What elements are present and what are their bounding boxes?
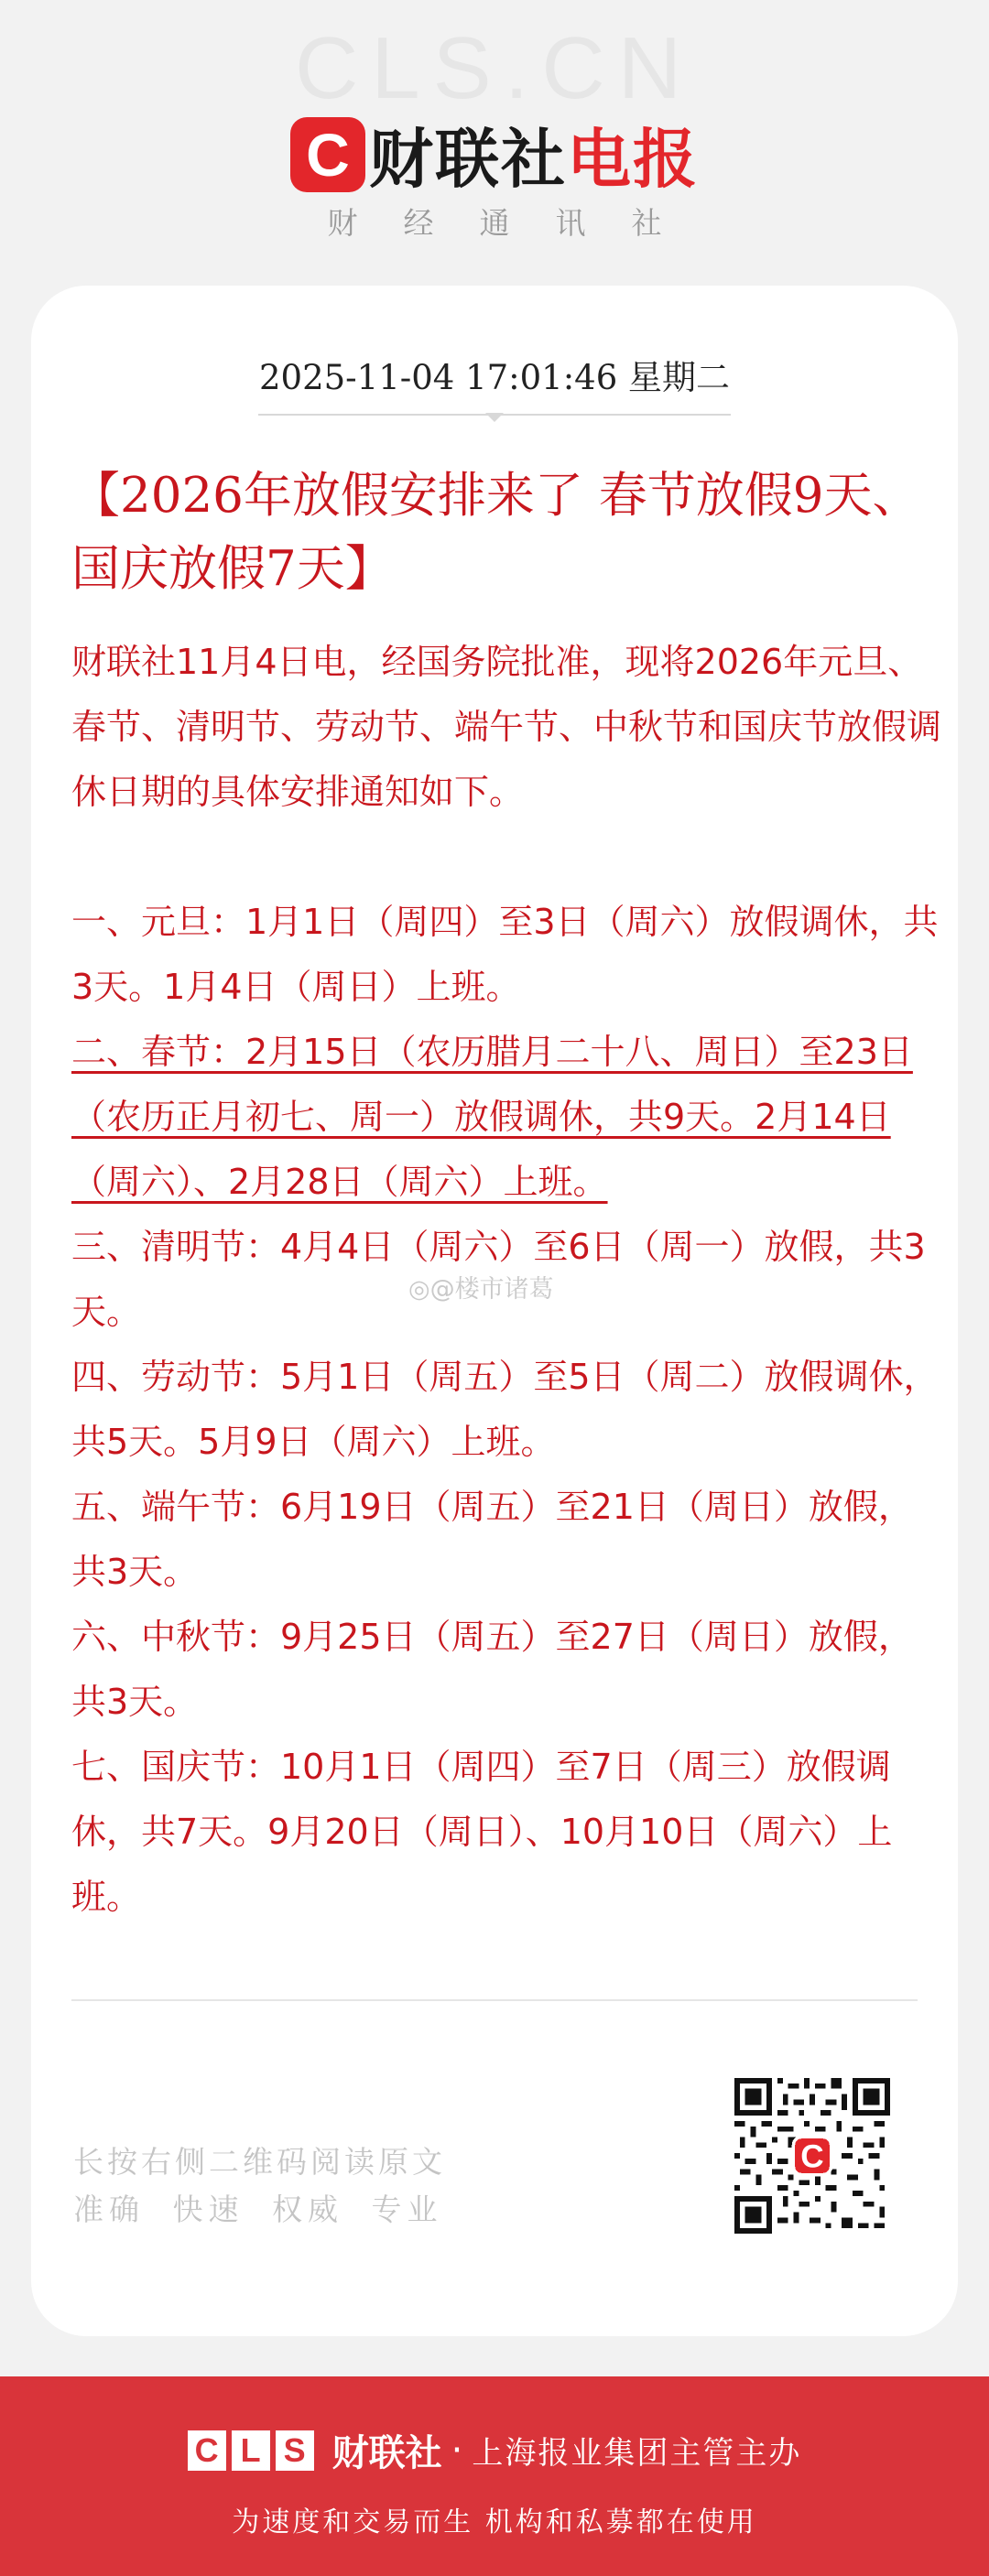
article-intro: 财联社11月4日电，经国务院批准，现将2026年元旦、春节、清明节、劳动节、端午节、中秋节和国庆节放假调休日期的具体安排通知如下。 [71, 642, 942, 812]
brand-logo [0, 108, 989, 200]
footer-brand-name: 财联社 [331, 2432, 442, 2474]
cls-letter: L [232, 2430, 270, 2471]
logo-text-black: 财联社 [369, 122, 567, 197]
datetime-divider [258, 414, 731, 416]
cls-logo [188, 2430, 320, 2471]
holiday-item-mid-autumn: 六、中秋节：9月25日（周五）至27日（周日）放假，共3天。 [71, 1617, 913, 1722]
holiday-item-qingming: 三、清明节：4月4日（周六）至6日（周一）放假，共3天。 [71, 1227, 926, 1332]
footer-organization: 上海报业集团主管主办 [472, 2435, 802, 2472]
logo-text-red: 电报 [567, 122, 699, 197]
footer-brand-row [0, 2424, 989, 2476]
qr-prompt-text: 长按右侧二维码阅读原文 [73, 2144, 446, 2180]
holiday-item-labor-day: 四、劳动节：5月1日（周五）至5日（周二）放假调休，共5天。5月9日（周六）上班。 [71, 1357, 939, 1462]
page-footer [0, 2376, 989, 2576]
brand-values-text: 准确 快速 权威 专业 [73, 2192, 443, 2227]
holiday-item-new-year: 一、元旦：1月1日（周四）至3日（周六）放假调休，共3天。1月4日（周日）上班。 [71, 902, 939, 1007]
logo-wordmark [369, 108, 699, 200]
card-divider [71, 1999, 918, 2001]
holiday-item-national-day: 七、国庆节：10月1日（周四）至7日（周三）放假调休，共7天。9月20日（周日）、10月10日（周六）上班。 [71, 1747, 893, 1917]
cls-letter: C [188, 2430, 226, 2471]
footer-slogan: 为速度和交易而生 机构和私募都在使用 [232, 2506, 757, 2538]
logo-c-icon: C [290, 117, 365, 192]
holiday-item-dragon-boat: 五、端午节：6月19日（周五）至21日（周日）放假，共3天。 [71, 1487, 913, 1592]
footer-separator: · [451, 2429, 463, 2472]
weibo-watermark: ◎@楼市诸葛 [408, 1275, 554, 1304]
background-watermark: CLS.CN [294, 19, 695, 117]
cls-letter: S [276, 2430, 314, 2471]
holiday-item-spring-festival: 二、春节：2月15日（农历腊月二十八、周日）至23日（农历正月初七、周一）放假调休，共9天。2月14日（周六）、2月28日（周六）上班。 [71, 1032, 913, 1202]
article-headline: 【2026年放假安排来了 春节放假9天、国庆放假7天】 [71, 468, 921, 597]
qr-code[interactable] [734, 2078, 890, 2234]
qr-logo-icon: C [800, 2138, 824, 2175]
weibo-icon: ◎ [408, 1275, 430, 1304]
brand-tagline: 财经通讯社 [327, 205, 708, 241]
article-datetime: 2025-11-04 17:01:46 星期二 [258, 358, 731, 397]
article-card [31, 286, 958, 2336]
